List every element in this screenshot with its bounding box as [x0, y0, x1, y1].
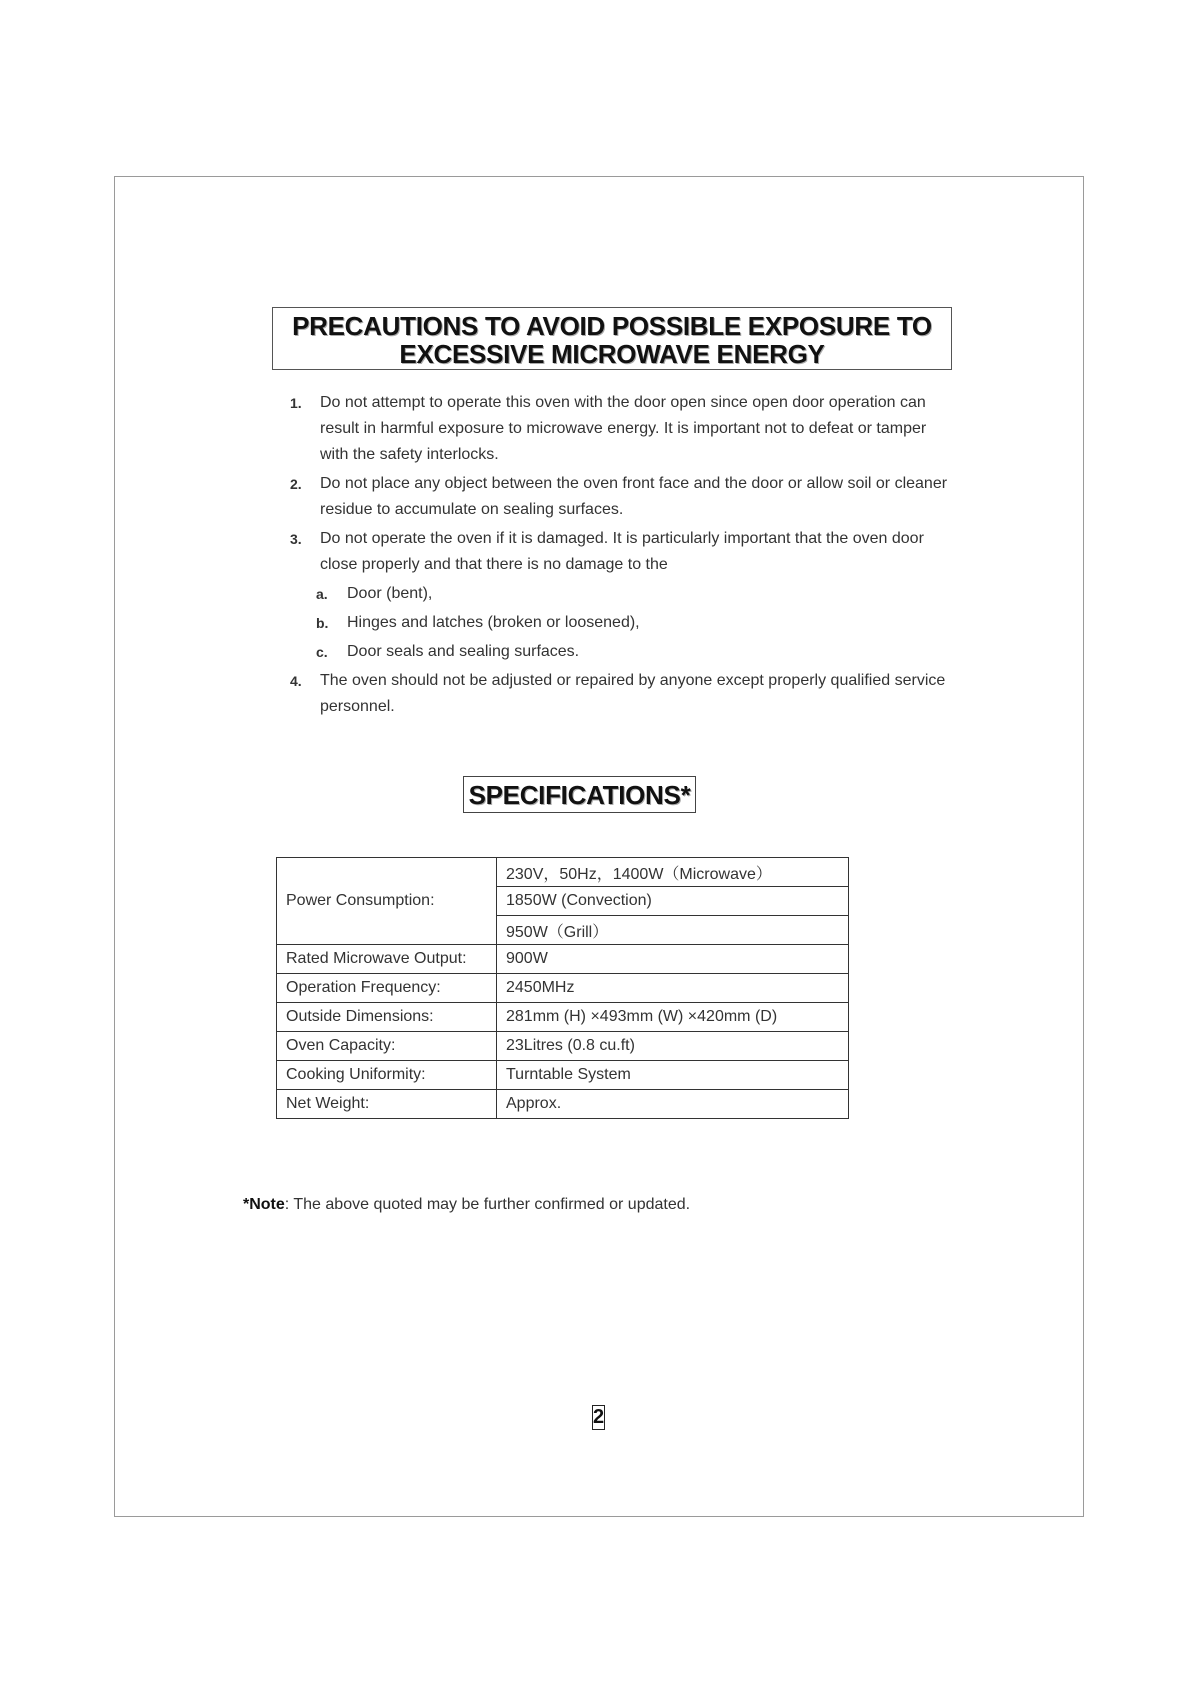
- note-text: : The above quoted may be further confirmed or updated.: [284, 1196, 691, 1213]
- subitem-letter: b.: [316, 615, 329, 631]
- table-row: [277, 1090, 849, 1119]
- item-text: The oven should not be adjusted or repaired by anyone except properly qualified service personnel.: [320, 672, 946, 715]
- precaution-subitem: [290, 581, 950, 607]
- precautions-list: [290, 390, 950, 723]
- spec-value: 900W: [497, 945, 849, 974]
- footnote: [243, 1196, 690, 1214]
- table-row: [277, 1061, 849, 1090]
- title-line-2: EXCESSIVE MICROWAVE ENERGY: [399, 339, 825, 369]
- precautions-title: [272, 307, 952, 370]
- spec-value: 281mm (H) ×493mm (W) ×420mm (D): [497, 1003, 849, 1032]
- spec-label: Rated Microwave Output:: [277, 945, 497, 974]
- subitem-text: Door (bent),: [347, 585, 433, 602]
- item-text: Do not operate the oven if it is damaged. It is particularly important that the oven door close properly and that there is no damage to the: [320, 530, 924, 573]
- subitem-text: Door seals and sealing surfaces.: [347, 643, 580, 660]
- item-number: 4.: [290, 673, 302, 689]
- spec-label: Power Consumption:: [277, 858, 497, 945]
- precaution-subitem: [290, 639, 950, 665]
- table-row: [277, 1003, 849, 1032]
- spec-value: 23Litres (0.8 cu.ft): [497, 1032, 849, 1061]
- spec-label: Outside Dimensions:: [277, 1003, 497, 1032]
- item-text: Do not attempt to operate this oven with the door open since open door operation can result in harmful exposure to microwave energy. It is important not to defeat or tamper with the safety interlocks.: [320, 394, 927, 463]
- table-row: [277, 974, 849, 1003]
- spec-value: 230V，50Hz，1400W（Microwave）: [497, 858, 849, 887]
- item-number: 3.: [290, 531, 302, 547]
- title-line-1: PRECAUTIONS TO AVOID POSSIBLE EXPOSURE TO: [292, 311, 932, 341]
- page-number: 2: [593, 1406, 605, 1428]
- specifications-table: [276, 857, 849, 1119]
- note-label: *Note: [243, 1196, 285, 1213]
- table-row: [277, 1032, 849, 1061]
- spec-value: 950W（Grill）: [497, 916, 849, 945]
- precaution-item: [290, 668, 950, 720]
- precaution-item: [290, 390, 950, 468]
- precaution-item: [290, 526, 950, 578]
- spec-label: Operation Frequency:: [277, 974, 497, 1003]
- spec-value: 2450MHz: [497, 974, 849, 1003]
- subitem-letter: c.: [316, 644, 328, 660]
- spec-value: Approx.: [497, 1090, 849, 1119]
- spec-value: Turntable System: [497, 1061, 849, 1090]
- table-row: [277, 858, 849, 887]
- spec-label: Cooking Uniformity:: [277, 1061, 497, 1090]
- spec-label: Net Weight:: [277, 1090, 497, 1119]
- item-text: Do not place any object between the oven front face and the door or allow soil or cleaner residue to accumulate on sealing surfaces.: [320, 475, 948, 518]
- precaution-subitem: [290, 610, 950, 636]
- spec-label: Oven Capacity:: [277, 1032, 497, 1061]
- subitem-text: Hinges and latches (broken or loosened),: [347, 614, 640, 631]
- subitem-letter: a.: [316, 586, 328, 602]
- precaution-item: [290, 471, 950, 523]
- item-number: 1.: [290, 395, 302, 411]
- table-row: [277, 945, 849, 974]
- item-number: 2.: [290, 476, 302, 492]
- page-frame: [114, 176, 1084, 1517]
- spec-value: 1850W (Convection): [497, 887, 849, 916]
- specifications-title: SPECIFICATIONS*: [463, 776, 696, 813]
